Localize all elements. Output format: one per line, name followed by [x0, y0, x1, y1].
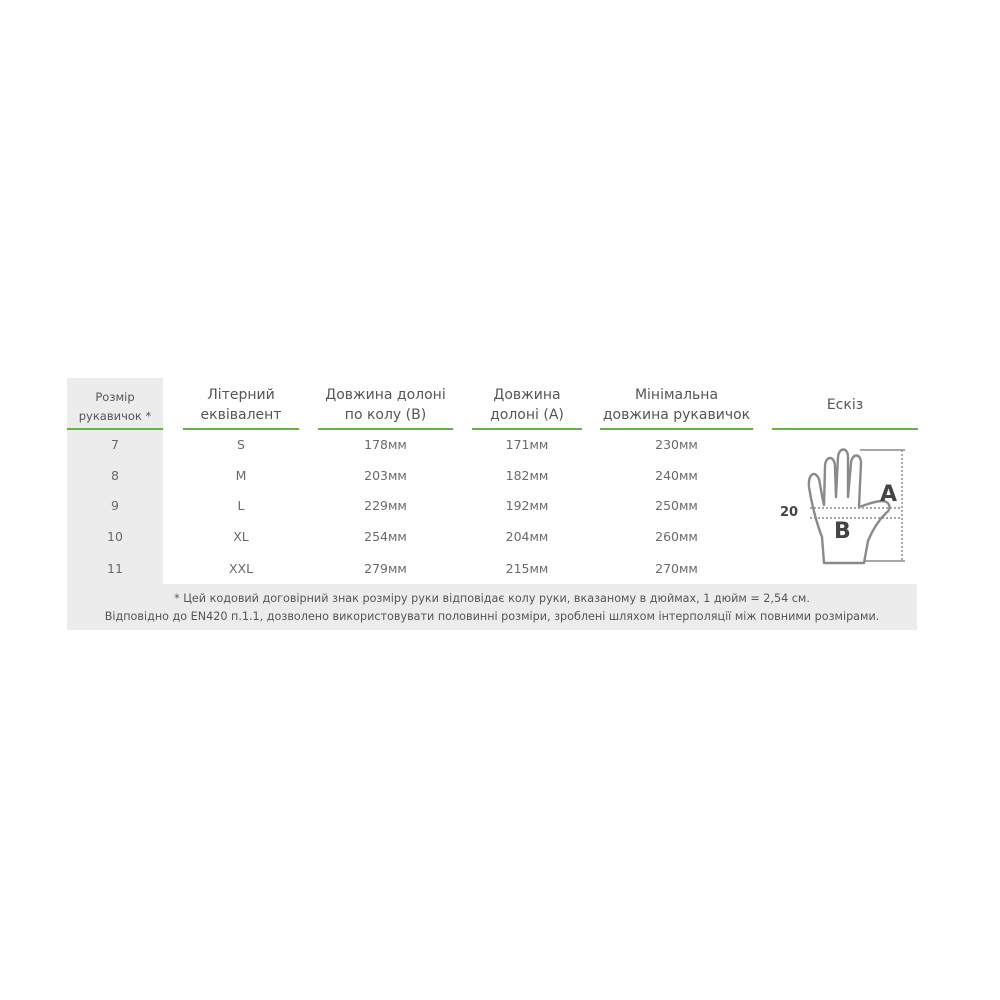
header-palm-circumference-line1: Довжина долоні: [325, 387, 446, 403]
cell-size: 7: [111, 437, 119, 452]
cell-min-length: 230мм: [655, 437, 698, 452]
header-glove-size-line1: Розмір: [95, 390, 135, 404]
sketch-label-b: B: [834, 519, 851, 544]
cell-circumference: 254мм: [364, 529, 407, 544]
header-letter-equivalent: [183, 385, 299, 425]
header-letter-equivalent-line2: еквівалент: [200, 407, 282, 423]
cell-letter: S: [237, 437, 245, 452]
cell-size: 10: [107, 529, 123, 544]
cell-circumference: 279мм: [364, 561, 407, 576]
cell-size: 9: [111, 498, 119, 513]
cell-min-length: 240мм: [655, 468, 698, 483]
header-min-glove-length-line2: довжина рукавичок: [602, 407, 751, 423]
header-underline: [67, 428, 163, 430]
cell-letter: XXL: [228, 561, 254, 576]
cell-circumference: 178мм: [364, 437, 407, 452]
header-sketch: [772, 395, 918, 415]
cell-letter: M: [235, 468, 247, 483]
cell-size: 11: [107, 561, 123, 576]
sketch-label-20: 20: [780, 505, 799, 520]
header-min-glove-length-line1: Мінімальна: [634, 387, 719, 403]
header-palm-length-line1: Довжина: [493, 387, 561, 403]
cell-palm-length: 215мм: [505, 561, 549, 576]
cell-circumference: 203мм: [364, 468, 407, 483]
header-letter-equivalent-line1: Літерний: [207, 387, 275, 403]
header-glove-size: [67, 388, 163, 426]
header-glove-size-line2: рукавичок *: [78, 409, 152, 423]
cell-palm-length: 171мм: [505, 437, 549, 452]
cell-palm-length: 182мм: [505, 468, 549, 483]
cell-size: 8: [111, 468, 119, 483]
cell-min-length: 270мм: [655, 561, 698, 576]
cell-letter: L: [237, 498, 245, 513]
cell-letter: XL: [233, 529, 249, 544]
cell-min-length: 250мм: [655, 498, 698, 513]
cell-palm-length: 192мм: [505, 498, 549, 513]
hand-sketch-icon: [778, 445, 908, 570]
cell-min-length: 260мм: [655, 529, 698, 544]
footnote-line1: * Цей кодовий договірний знак розміру руки відповідає колу руки, вказаному в дюймах, 1 дюйм = 2,54 см.: [174, 592, 810, 605]
header-palm-circumference: [318, 385, 453, 425]
cell-circumference: 229мм: [364, 498, 407, 513]
footnote-line2: Відповідно до EN420 п.1.1, дозволено використовувати половинні розміри, зроблені шляхом інтерполяції між повними розмірами.: [104, 610, 880, 623]
header-sketch-label: Ескіз: [826, 397, 864, 413]
cell-palm-length: 204мм: [505, 529, 549, 544]
header-palm-circumference-line2: по колу (В): [344, 407, 427, 423]
header-underline: [318, 428, 453, 430]
header-min-glove-length: [600, 385, 753, 425]
header-underline: [600, 428, 753, 430]
sketch-label-a: A: [880, 482, 898, 507]
header-underline: [472, 428, 582, 430]
header-palm-length: [472, 385, 582, 425]
header-underline: [183, 428, 299, 430]
header-palm-length-line2: долоні (А): [490, 407, 564, 423]
header-underline: [772, 428, 918, 430]
